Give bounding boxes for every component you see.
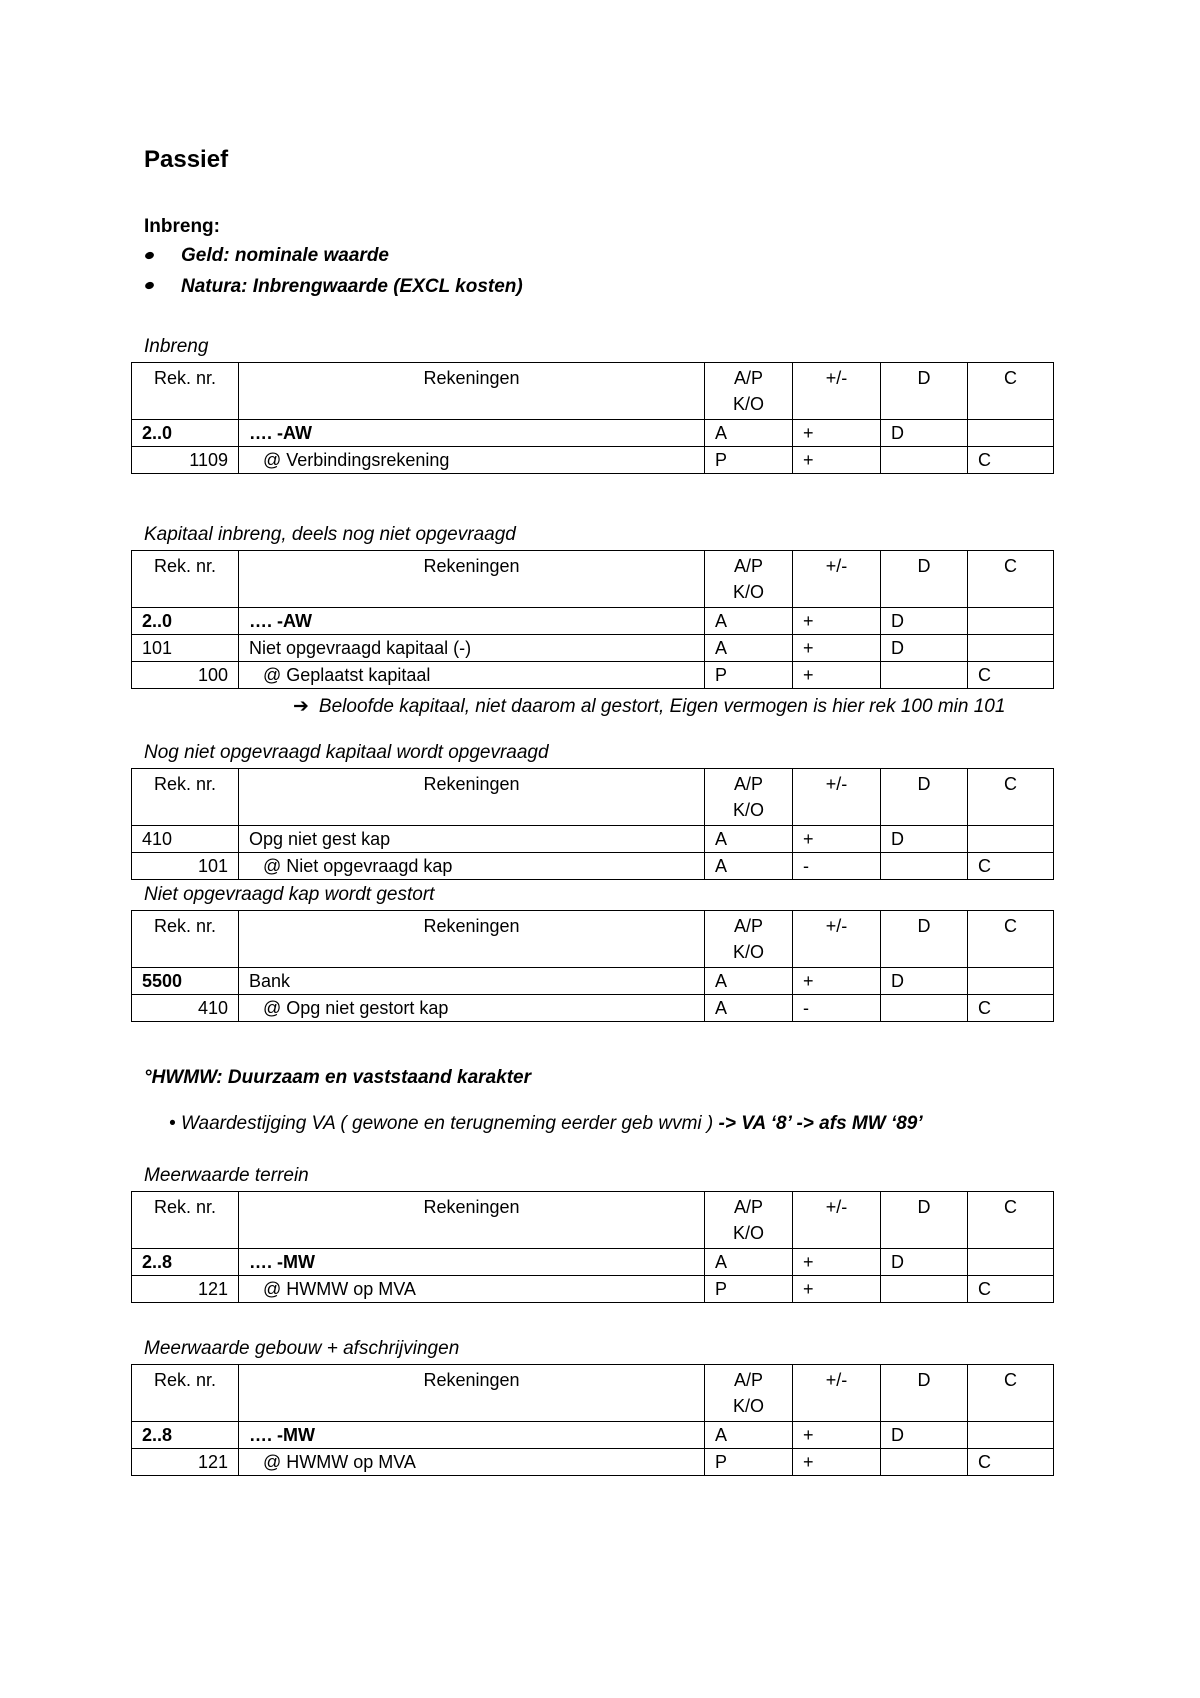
table-row: [132, 1249, 1054, 1276]
journal-table: [131, 910, 1054, 1022]
bullet-dot-icon: •: [169, 1113, 176, 1134]
hwmw-bullet-text: Waardestijging VA ( gewone en terugneming eerder geb wvmi ): [180, 1113, 719, 1134]
header-accounts: Rekeningen: [239, 769, 705, 826]
cell-rek: 2..0: [132, 608, 239, 635]
cell-account: …. -AW: [239, 608, 705, 635]
cell-credit: [968, 635, 1054, 662]
cell-credit: C: [968, 995, 1054, 1022]
table-header-row: [132, 911, 1054, 968]
section-caption: Meerwaarde gebouw + afschrijvingen: [144, 1338, 460, 1359]
table-row: [132, 826, 1054, 853]
journal-table: [131, 768, 1054, 880]
table-row: [132, 662, 1054, 689]
cell-plusminus: +: [793, 1449, 881, 1476]
cell-ap: A: [705, 1422, 793, 1449]
header-accounts: Rekeningen: [239, 911, 705, 968]
cell-ap: A: [705, 995, 793, 1022]
table-row: [132, 1422, 1054, 1449]
cell-credit: [968, 1422, 1054, 1449]
cell-rek: 2..8: [132, 1422, 239, 1449]
cell-credit: [968, 968, 1054, 995]
header-ap-line2: K/O: [732, 394, 764, 414]
cell-plusminus: +: [793, 662, 881, 689]
journal-table: [131, 550, 1054, 689]
section-caption: Niet opgevraagd kap wordt gestort: [144, 884, 435, 905]
cell-account: Opg niet gest kap: [239, 826, 705, 853]
table-row: [132, 995, 1054, 1022]
header-debit: D: [881, 363, 968, 420]
cell-account: …. -MW: [239, 1249, 705, 1276]
header-debit: D: [881, 1192, 968, 1249]
header-plusminus: +/-: [793, 769, 881, 826]
header-ap-line1: A/P: [733, 774, 763, 794]
section-caption: Inbreng: [144, 336, 209, 357]
header-plusminus: +/-: [793, 1192, 881, 1249]
header-accounts: Rekeningen: [239, 1365, 705, 1422]
table-row: [132, 635, 1054, 662]
cell-rek: 410: [132, 826, 239, 853]
cell-debit: D: [881, 608, 968, 635]
header-accounts: Rekeningen: [239, 551, 705, 608]
header-ap-line1: A/P: [733, 916, 763, 936]
cell-plusminus: +: [793, 608, 881, 635]
bullet-icon: [144, 251, 155, 261]
header-credit: C: [968, 551, 1054, 608]
journal-table: [131, 1364, 1054, 1476]
section-caption: Nog niet opgevraagd kapitaal wordt opgevraagd: [144, 742, 549, 763]
cell-ap: A: [705, 826, 793, 853]
hwmw-bullet: [169, 1113, 923, 1135]
cell-debit: [881, 1276, 968, 1303]
header-plusminus: +/-: [793, 551, 881, 608]
header-rek: Rek. nr.: [132, 911, 239, 968]
header-credit: C: [968, 911, 1054, 968]
cell-credit: [968, 826, 1054, 853]
cell-debit: D: [881, 1422, 968, 1449]
header-credit: C: [968, 769, 1054, 826]
cell-debit: [881, 662, 968, 689]
cell-credit: [968, 1249, 1054, 1276]
header-ap: [705, 551, 793, 608]
table-row: [132, 420, 1054, 447]
cell-rek: 410: [132, 995, 239, 1022]
header-plusminus: +/-: [793, 911, 881, 968]
header-ap: [705, 769, 793, 826]
header-ap: [705, 1365, 793, 1422]
cell-credit: [968, 608, 1054, 635]
cell-account: @ Geplaatst kapitaal: [239, 662, 705, 689]
cell-account: @ HWMW op MVA: [239, 1449, 705, 1476]
cell-account: …. -AW: [239, 420, 705, 447]
cell-rek: 101: [132, 853, 239, 880]
cell-debit: [881, 447, 968, 474]
cell-plusminus: -: [793, 995, 881, 1022]
cell-debit: D: [881, 826, 968, 853]
cell-rek: 2..0: [132, 420, 239, 447]
cell-ap: A: [705, 1249, 793, 1276]
cell-account: @ Niet opgevraagd kap: [239, 853, 705, 880]
header-ap-line2: K/O: [732, 582, 764, 602]
cell-plusminus: +: [793, 1276, 881, 1303]
header-ap: [705, 911, 793, 968]
table-row: [132, 853, 1054, 880]
header-ap-line1: A/P: [733, 368, 763, 388]
note-text: Beloofde kapitaal, niet daarom al gestort, Eigen vermogen is hier rek 100 min 101: [318, 696, 1006, 717]
header-accounts: Rekeningen: [239, 363, 705, 420]
header-credit: C: [968, 363, 1054, 420]
header-credit: C: [968, 1192, 1054, 1249]
inbreng-bullet-2: Natura: Inbrengwaarde (EXCL kosten): [181, 276, 523, 297]
hwmw-heading: °HWMW: Duurzaam en vaststaand karakter: [144, 1067, 531, 1088]
header-rek: Rek. nr.: [132, 363, 239, 420]
cell-rek: 121: [132, 1449, 239, 1476]
table-row: [132, 608, 1054, 635]
cell-account: @ HWMW op MVA: [239, 1276, 705, 1303]
cell-rek: 2..8: [132, 1249, 239, 1276]
header-debit: D: [881, 1365, 968, 1422]
cell-ap: A: [705, 968, 793, 995]
header-plusminus: +/-: [793, 363, 881, 420]
cell-account: …. -MW: [239, 1422, 705, 1449]
table-header-row: [132, 1365, 1054, 1422]
cell-ap: A: [705, 420, 793, 447]
cell-ap: A: [705, 853, 793, 880]
cell-rek: 1109: [132, 447, 239, 474]
table-row: [132, 447, 1054, 474]
arrow-right-icon: ➔: [293, 696, 309, 717]
header-ap: [705, 363, 793, 420]
table-header-row: [132, 551, 1054, 608]
cell-debit: D: [881, 1249, 968, 1276]
inbreng-bullet-1: Geld: nominale waarde: [181, 245, 389, 266]
section-caption: Meerwaarde terrein: [144, 1165, 309, 1186]
header-debit: D: [881, 769, 968, 826]
cell-debit: [881, 995, 968, 1022]
table-header-row: [132, 1192, 1054, 1249]
cell-rek: 5500: [132, 968, 239, 995]
journal-table: [131, 362, 1054, 474]
cell-account: Niet opgevraagd kapitaal (-): [239, 635, 705, 662]
cell-account: Bank: [239, 968, 705, 995]
cell-debit: [881, 1449, 968, 1476]
header-ap-line1: A/P: [733, 1370, 763, 1390]
header-ap-line2: K/O: [732, 1396, 764, 1416]
cell-plusminus: +: [793, 635, 881, 662]
cell-credit: C: [968, 1449, 1054, 1476]
header-rek: Rek. nr.: [132, 551, 239, 608]
cell-ap: P: [705, 447, 793, 474]
cell-plusminus: +: [793, 968, 881, 995]
cell-plusminus: +: [793, 1422, 881, 1449]
table-row: [132, 1449, 1054, 1476]
header-rek: Rek. nr.: [132, 1192, 239, 1249]
section-note: [293, 695, 1005, 718]
cell-ap: A: [705, 635, 793, 662]
cell-debit: D: [881, 968, 968, 995]
cell-ap: P: [705, 1449, 793, 1476]
header-rek: Rek. nr.: [132, 769, 239, 826]
header-debit: D: [881, 551, 968, 608]
cell-plusminus: +: [793, 1249, 881, 1276]
header-ap-line2: K/O: [732, 942, 764, 962]
header-credit: C: [968, 1365, 1054, 1422]
header-ap-line1: A/P: [733, 556, 763, 576]
cell-credit: C: [968, 1276, 1054, 1303]
cell-ap: A: [705, 608, 793, 635]
cell-plusminus: -: [793, 853, 881, 880]
cell-debit: D: [881, 420, 968, 447]
cell-debit: D: [881, 635, 968, 662]
cell-plusminus: +: [793, 447, 881, 474]
bullet-icon: [144, 281, 155, 291]
cell-account: @ Verbindingsrekening: [239, 447, 705, 474]
cell-rek: 100: [132, 662, 239, 689]
cell-rek: 121: [132, 1276, 239, 1303]
table-header-row: [132, 363, 1054, 420]
table-row: [132, 968, 1054, 995]
journal-table: [131, 1191, 1054, 1303]
table-row: [132, 1276, 1054, 1303]
header-debit: D: [881, 911, 968, 968]
header-rek: Rek. nr.: [132, 1365, 239, 1422]
cell-ap: P: [705, 662, 793, 689]
page-title: Passief: [144, 146, 229, 173]
cell-ap: P: [705, 1276, 793, 1303]
cell-credit: [968, 420, 1054, 447]
header-ap-line1: A/P: [733, 1197, 763, 1217]
cell-credit: C: [968, 447, 1054, 474]
cell-plusminus: +: [793, 420, 881, 447]
cell-debit: [881, 853, 968, 880]
inbreng-heading: Inbreng:: [144, 216, 220, 237]
section-caption: Kapitaal inbreng, deels nog niet opgevraagd: [144, 524, 516, 545]
header-accounts: Rekeningen: [239, 1192, 705, 1249]
cell-account: @ Opg niet gestort kap: [239, 995, 705, 1022]
header-plusminus: +/-: [793, 1365, 881, 1422]
cell-plusminus: +: [793, 826, 881, 853]
cell-credit: C: [968, 853, 1054, 880]
header-ap-line2: K/O: [732, 1223, 764, 1243]
cell-rek: 101: [132, 635, 239, 662]
header-ap-line2: K/O: [732, 800, 764, 820]
header-ap: [705, 1192, 793, 1249]
cell-credit: C: [968, 662, 1054, 689]
hwmw-bullet-emphasis: -> VA ‘8’ -> afs MW ‘89’: [718, 1113, 923, 1134]
table-header-row: [132, 769, 1054, 826]
